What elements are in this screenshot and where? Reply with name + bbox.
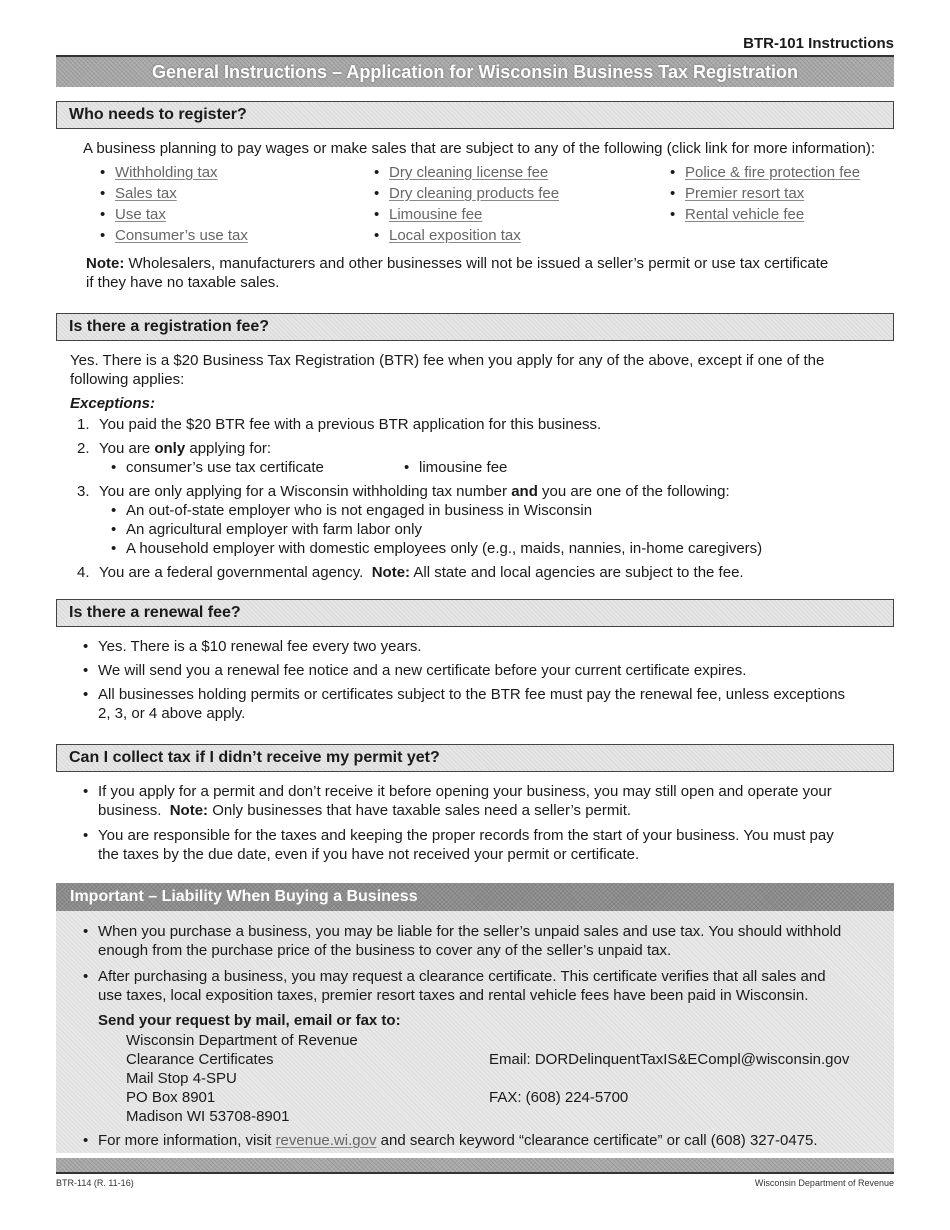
exception-3-item: • An agricultural employer with farm labor only [126,520,422,539]
collect-bullet-1: • If you apply for a permit and don’t receive it before opening your business, you may still open and operate your [98,782,832,801]
exception-number: 2. [77,440,90,457]
collect-bullet-2: • You are responsible for the taxes and keeping the proper records from the start of your business. You must pay [98,826,834,845]
contact-email: Email: DORDelinquentTaxIS&ECompl@wisconsin.gov [489,1051,850,1068]
address-line: Madison WI 53708-8901 [126,1108,290,1125]
page-title: General Instructions – Application for Wisconsin Business Tax Registration [56,55,894,87]
collect-bullet-1-line2: business. Note: Only businesses that have taxable sales need a seller’s permit. [98,802,632,819]
exception-3: You are only applying for a Wisconsin withholding tax number and you are one of the following: [99,483,730,500]
who-intro: A business planning to pay wages or make sales that are subject to any of the following (click link for more information): [83,140,876,157]
fee-intro: Yes. There is a $20 Business Tax Registration (BTR) fee when you apply for any of the above, except if one of the [70,352,825,369]
more-info: • For more information, visit revenue.wi.gov and search keyword “clearance certificate” or call (608) 327-0475. [98,1131,818,1150]
exceptions-label: Exceptions: [70,395,156,412]
contact-fax: FAX: (608) 224-5700 [489,1089,629,1106]
fee-intro-line2: following applies: [70,371,185,388]
link-consumers-use-tax[interactable]: • Consumer’s use tax [115,226,248,245]
exception-number: 1. [77,416,90,433]
important-bullet-1-line2: enough from the purchase price of the business to cover any of the seller’s unpaid tax. [98,942,672,959]
section-heading-who: Who needs to register? [56,101,894,129]
address-line: Clearance Certificates [126,1051,274,1068]
revenue-link[interactable]: revenue.wi.gov [275,1132,377,1149]
link-premier-resort-tax[interactable]: • Premier resort tax [685,184,804,203]
important-bullet-2-line2: use taxes, local exposition taxes, premier resort taxes and rental vehicle fees have been paid in Wisconsin. [98,987,809,1004]
renewal-bullet-1: • Yes. There is a $10 renewal fee every two years. [98,637,422,656]
important-bullet-2: • After purchasing a business, you may request a clearance certificate. This certificate verifies that all sales and [98,967,826,986]
renewal-bullet-2: • We will send you a renewal fee notice and a new certificate before your current certificate expires. [98,661,746,680]
address-line: Mail Stop 4-SPU [126,1070,237,1087]
link-sales-tax[interactable]: • Sales tax [115,184,177,203]
address-line: PO Box 8901 [126,1089,216,1106]
link-withholding-tax[interactable]: • Withholding tax [115,163,218,182]
section-heading-renewal: Is there a renewal fee? [56,599,894,627]
section-heading-fee: Is there a registration fee? [56,313,894,341]
who-note-line2: if they have no taxable sales. [86,274,280,291]
address-line: Wisconsin Department of Revenue [126,1032,358,1049]
link-dry-cleaning-license-fee[interactable]: • Dry cleaning license fee [389,163,548,182]
footer-department: Wisconsin Department of Revenue [754,1178,894,1188]
renewal-bullet-3: • All businesses holding permits or certificates subject to the BTR fee must pay the renewal fee, unless exceptions [98,685,845,704]
exception-3-item: • An out-of-state employer who is not engaged in business in Wisconsin [126,501,592,520]
link-limousine-fee[interactable]: • Limousine fee [389,205,482,224]
link-local-exposition-tax[interactable]: • Local exposition tax [389,226,521,245]
who-note: Note: Wholesalers, manufacturers and other businesses will not be issued a seller’s permit or use tax certificate [86,255,829,272]
exception-2-item: • limousine fee [419,458,507,477]
section-heading-collect: Can I collect tax if I didn’t receive my permit yet? [56,744,894,772]
renewal-bullet-3-line2: 2, 3, or 4 above apply. [98,705,246,722]
form-id: BTR-101 Instructions [743,35,894,52]
exception-1: You paid the $20 BTR fee with a previous BTR application for this business. [99,416,602,433]
exception-4: You are a federal governmental agency. Note: All state and local agencies are subject to the fee. [99,564,744,581]
link-dry-cleaning-products-fee[interactable]: • Dry cleaning products fee [389,184,559,203]
link-rental-vehicle-fee[interactable]: • Rental vehicle fee [685,205,804,224]
link-police-fire-fee[interactable]: • Police & fire protection fee [685,163,860,182]
exception-2-item: • consumer’s use tax certificate [126,458,324,477]
section-heading-important: Important – Liability When Buying a Business [56,883,894,911]
exception-3-item: • A household employer with domestic employees only (e.g., maids, nannies, in-home caregivers) [126,539,762,558]
collect-bullet-2-line2: the taxes by the due date, even if you have not received your permit or certificate. [98,846,640,863]
exception-number: 4. [77,564,90,581]
footer-form-number: BTR-114 (R. 11-16) [56,1178,134,1188]
exception-number: 3. [77,483,90,500]
bottom-rule [56,1158,894,1174]
exception-2: You are only applying for: [99,440,272,457]
link-use-tax[interactable]: • Use tax [115,205,166,224]
important-bullet-1: • When you purchase a business, you may be liable for the seller’s unpaid sales and use tax. You should withhold [98,922,841,941]
send-request-label: Send your request by mail, email or fax to: [98,1012,401,1029]
